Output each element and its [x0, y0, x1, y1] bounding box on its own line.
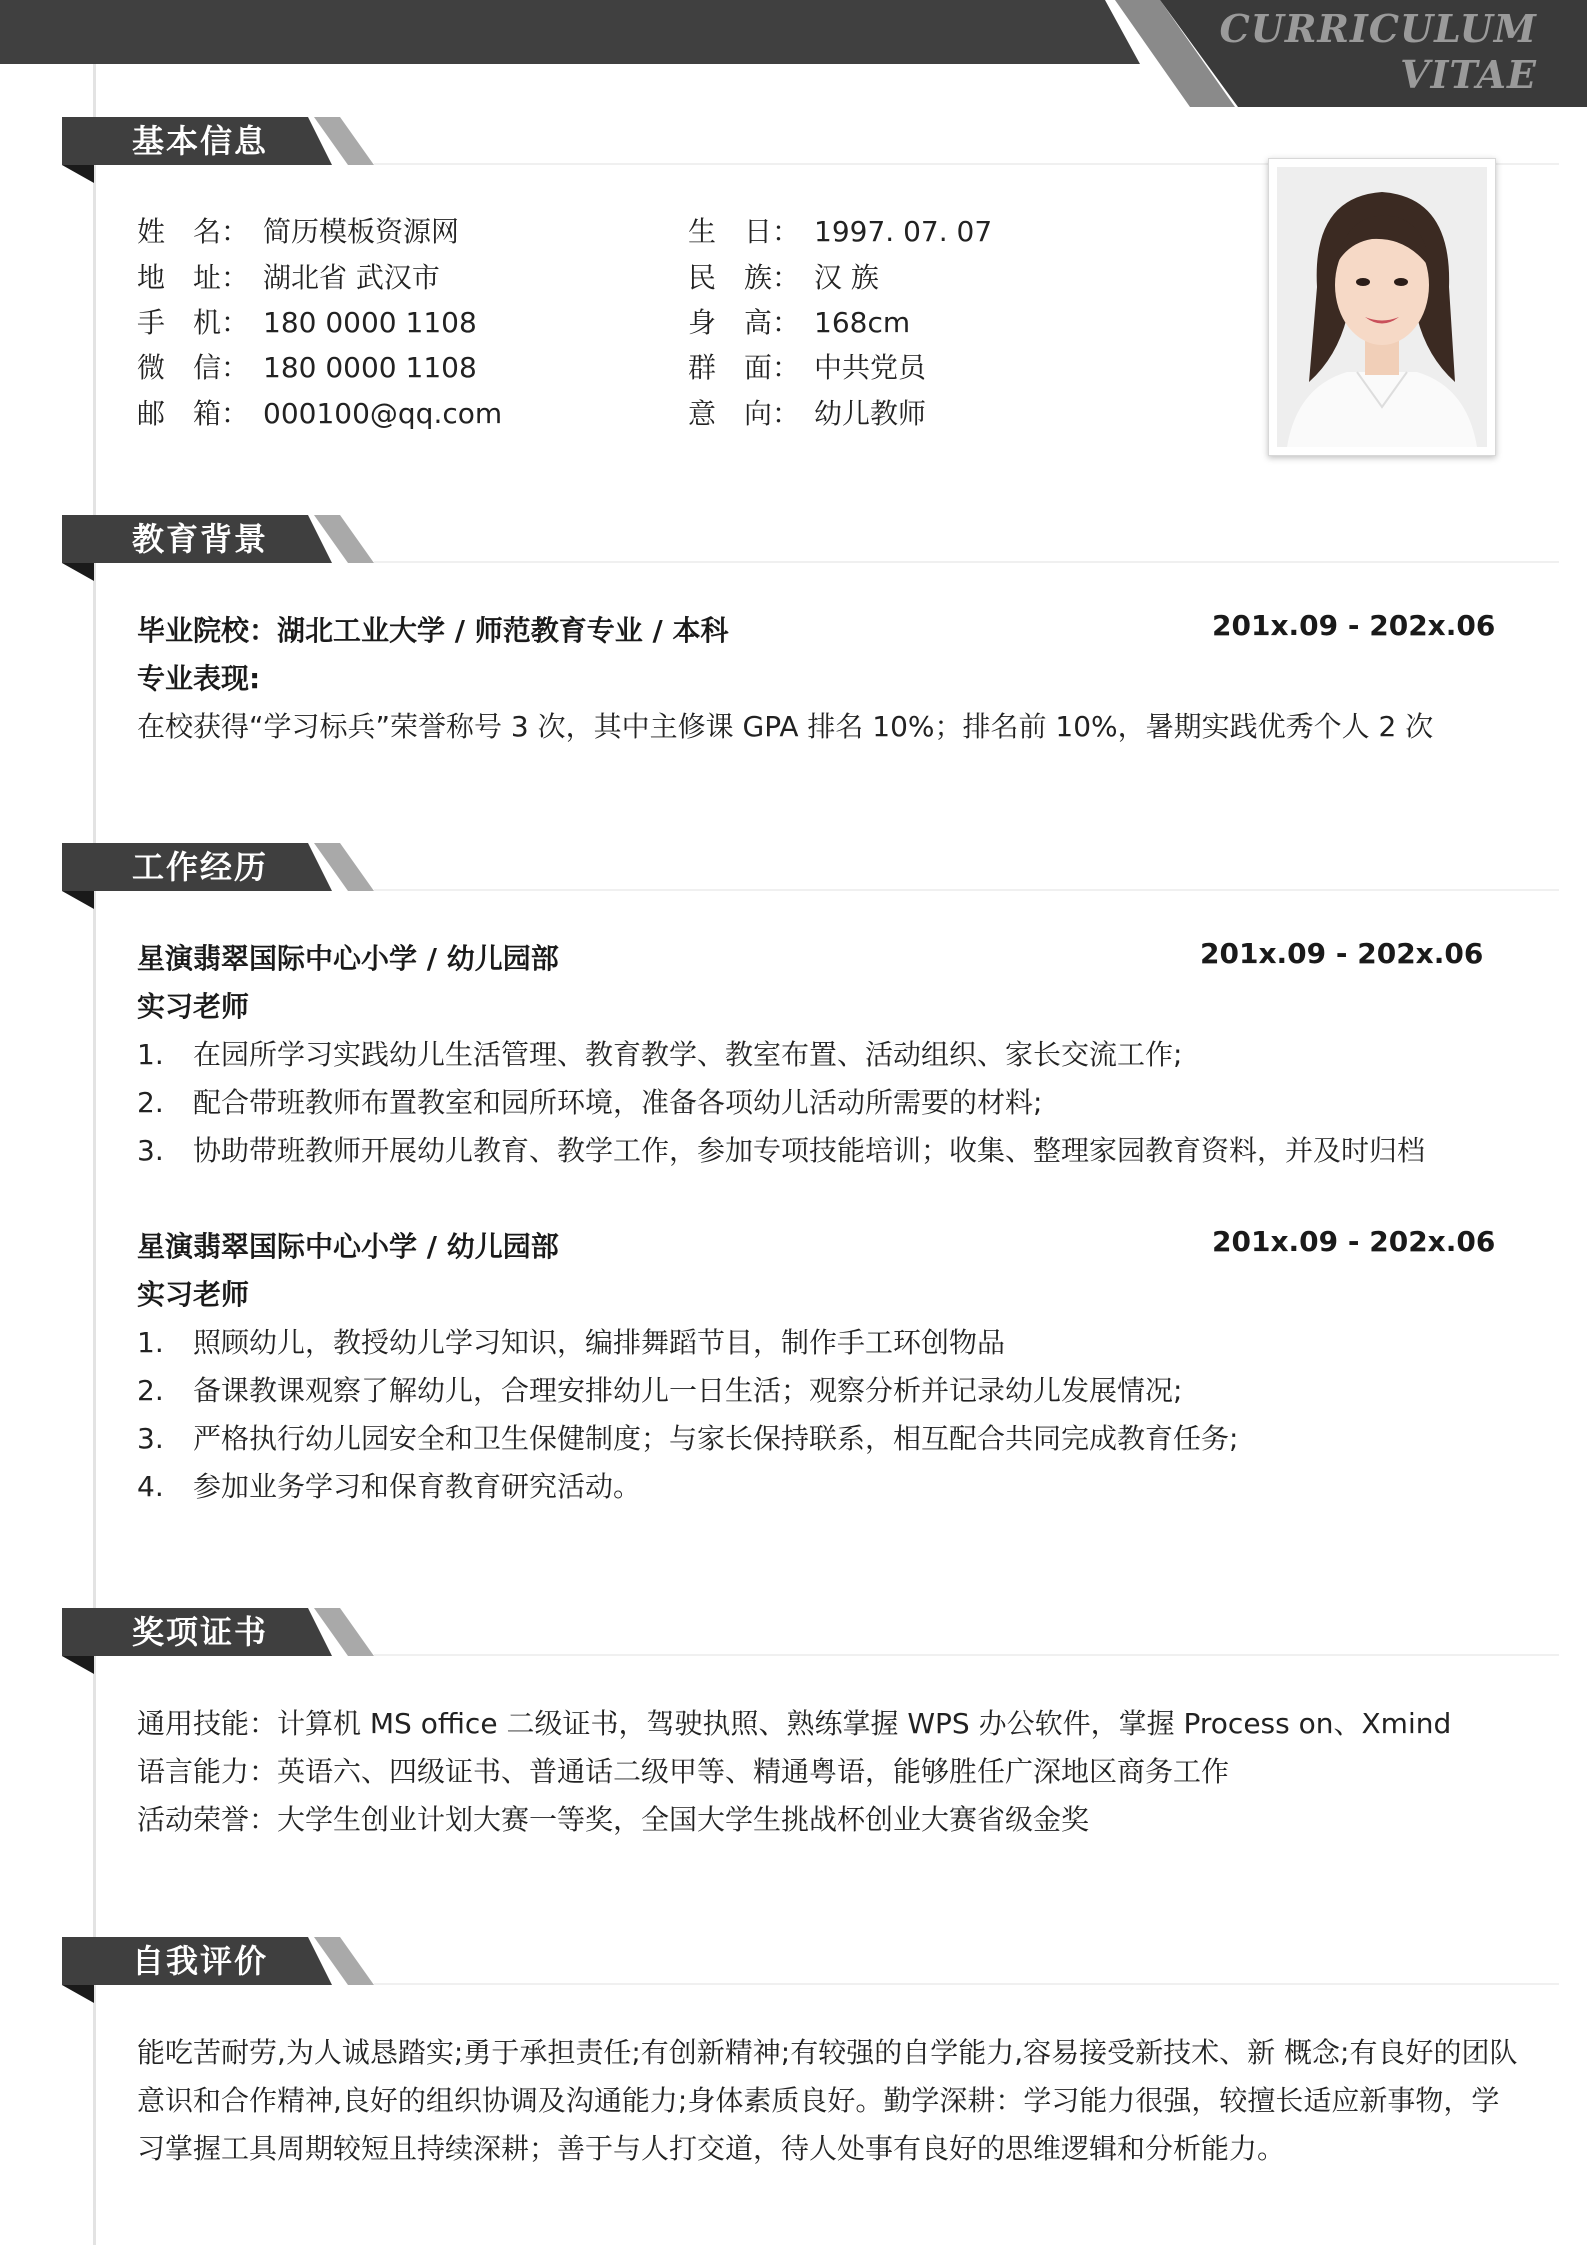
info-label: 民 族 [688, 261, 772, 294]
section-fold [62, 1985, 94, 2003]
info-label: 手 机 [137, 306, 221, 339]
section-divider [374, 561, 1559, 563]
work-date: 201x.09 - 202x.06 [1212, 1225, 1496, 1258]
award-line: 语言能力：英语六、四级证书、普通话二级甲等、精通粤语，能够胜任广深地区商务工作 [137, 1755, 1230, 1788]
info-label: 生 日 [688, 215, 772, 248]
self-eval-line: 能吃苦耐劳,为人诚恳踏实;勇于承担责任;有创新精神;有较强的自学能力,容易接受新技术、新 概念;有良好的团队 [137, 2036, 1518, 2069]
cv-title-line2: VITAE [1400, 52, 1537, 97]
item-number: 4. [137, 1470, 164, 1503]
work-item [137, 1033, 1182, 1073]
item-number: 1. [137, 1038, 164, 1071]
info-value: 汉 族 [814, 261, 879, 294]
section-fold [62, 1656, 94, 1674]
info-label: 邮 箱 [137, 397, 221, 430]
info-value: 简历模板资源网 [263, 215, 460, 248]
item-text: 备课教课观察了解幼儿，合理安排幼儿一日生活；观察分析并记录幼儿发展情况; [193, 1374, 1183, 1407]
item-number: 2. [137, 1374, 164, 1407]
section-divider [374, 1983, 1559, 1985]
section-fold [62, 891, 94, 909]
section-title-awards: 奖项证书 [132, 1613, 269, 1651]
info-row-email: 邮 箱： 000100@qq.com [137, 392, 502, 432]
info-label: 姓 名 [137, 215, 221, 248]
work-date: 201x.09 - 202x.06 [1200, 937, 1484, 970]
education-date: 201x.09 - 202x.06 [1212, 609, 1496, 642]
work-item [137, 1129, 1425, 1169]
work-role: 实习老师 [137, 1278, 250, 1311]
info-row-birthday: 生 日： 1997. 07. 07 [688, 210, 992, 250]
info-label: 身 高 [688, 306, 772, 339]
info-value: 180 0000 1108 [263, 351, 477, 384]
award-line: 活动荣誉：大学生创业计划大赛一等奖，全国大学生挑战杯创业大赛省级金奖 [137, 1803, 1090, 1836]
award-line: 通用技能：计算机 MS office 二级证书，驾驶执照、熟练掌握 WPS 办公软件，掌握 Process on、Xmind [137, 1707, 1452, 1740]
info-row-address: 地 址： 湖北省 武汉市 [137, 256, 440, 296]
cv-title [1217, 6, 1537, 98]
work-item [137, 1321, 1005, 1361]
info-row-wechat: 微 信： 180 0000 1108 [137, 346, 477, 386]
section-title-work: 工作经历 [132, 848, 269, 886]
work-item [137, 1081, 1042, 1121]
info-value: 000100@qq.com [263, 397, 503, 430]
item-text: 配合带班教师布置教室和园所环境，准备各项幼儿活动所需要的材料; [193, 1086, 1043, 1119]
item-number: 1. [137, 1326, 164, 1359]
section-divider [374, 1654, 1559, 1656]
info-row-intent: 意 向： 幼儿教师 [688, 392, 926, 432]
info-value: 1997. 07. 07 [814, 215, 993, 248]
info-label: 地 址 [137, 261, 221, 294]
section-divider [374, 889, 1559, 891]
item-text: 协助带班教师开展幼儿教育、教学工作，参加专项技能培训；收集、整理家园教育资料，并及时归档 [193, 1134, 1426, 1167]
portrait-illustration [1277, 167, 1487, 447]
info-row-height: 身 高： 168cm [688, 301, 910, 341]
info-value: 幼儿教师 [814, 397, 927, 430]
work-role: 实习老师 [137, 990, 250, 1023]
section-title-basic: 基本信息 [132, 122, 269, 160]
info-row-party: 群 面： 中共党员 [688, 346, 926, 386]
info-label: 群 面 [688, 351, 772, 384]
info-value: 180 0000 1108 [263, 306, 477, 339]
item-number: 2. [137, 1086, 164, 1119]
item-text: 严格执行幼儿园安全和卫生保健制度；与家长保持联系，相互配合共同完成教育任务; [193, 1422, 1239, 1455]
item-text: 照顾幼儿，教授幼儿学习知识，编排舞蹈节目，制作手工环创物品 [193, 1326, 1006, 1359]
info-label: 微 信 [137, 351, 221, 384]
info-value: 中共党员 [814, 351, 927, 384]
info-value: 湖北省 武汉市 [263, 261, 440, 294]
work-item [137, 1369, 1182, 1409]
work-item [137, 1465, 641, 1505]
education-school: 毕业院校：湖北工业大学 / 师范教育专业 / 本科 [137, 614, 729, 647]
section-fold [62, 563, 94, 581]
item-text: 参加业务学习和保育教育研究活动。 [193, 1470, 642, 1503]
section-title-self: 自我评价 [132, 1942, 269, 1980]
work-company: 星演翡翠国际中心小学 / 幼儿园部 [137, 942, 559, 975]
header-band [0, 0, 1140, 64]
info-row-ethnicity: 民 族： 汉 族 [688, 256, 879, 296]
item-number: 3. [137, 1422, 164, 1455]
self-eval-line: 意识和合作精神,良好的组织协调及沟通能力;身体素质良好。勤学深耕：学习能力很强，较擅长适应新事物，学 [137, 2084, 1500, 2117]
cv-title-line1: CURRICULUM [1219, 6, 1537, 51]
info-value: 168cm [814, 306, 911, 339]
section-fold [62, 165, 94, 183]
item-text: 在园所学习实践幼儿生活管理、教育教学、教室布置、活动组织、家长交流工作; [193, 1038, 1183, 1071]
work-company: 星演翡翠国际中心小学 / 幼儿园部 [137, 1230, 559, 1263]
profile-photo [1277, 167, 1487, 447]
profile-photo-frame [1268, 158, 1496, 456]
info-label: 意 向 [688, 397, 772, 430]
education-perf-label: 专业表现: [137, 662, 261, 695]
education-perf-text: 在校获得“学习标兵”荣誉称号 3 次，其中主修课 GPA 排名 10%；排名前 10%，暑期实践优秀个人 2 次 [137, 710, 1434, 743]
self-eval-line: 习掌握工具周期较短且持续深耕；善于与人打交道，待人处事有良好的思维逻辑和分析能力。 [137, 2132, 1286, 2165]
item-number: 3. [137, 1134, 164, 1167]
info-row-phone: 手 机： 180 0000 1108 [137, 301, 477, 341]
work-item [137, 1417, 1238, 1457]
timeline-line [93, 64, 96, 2245]
info-row-name: 姓 名： 简历模板资源网 [137, 210, 459, 250]
section-title-education: 教育背景 [132, 520, 269, 558]
